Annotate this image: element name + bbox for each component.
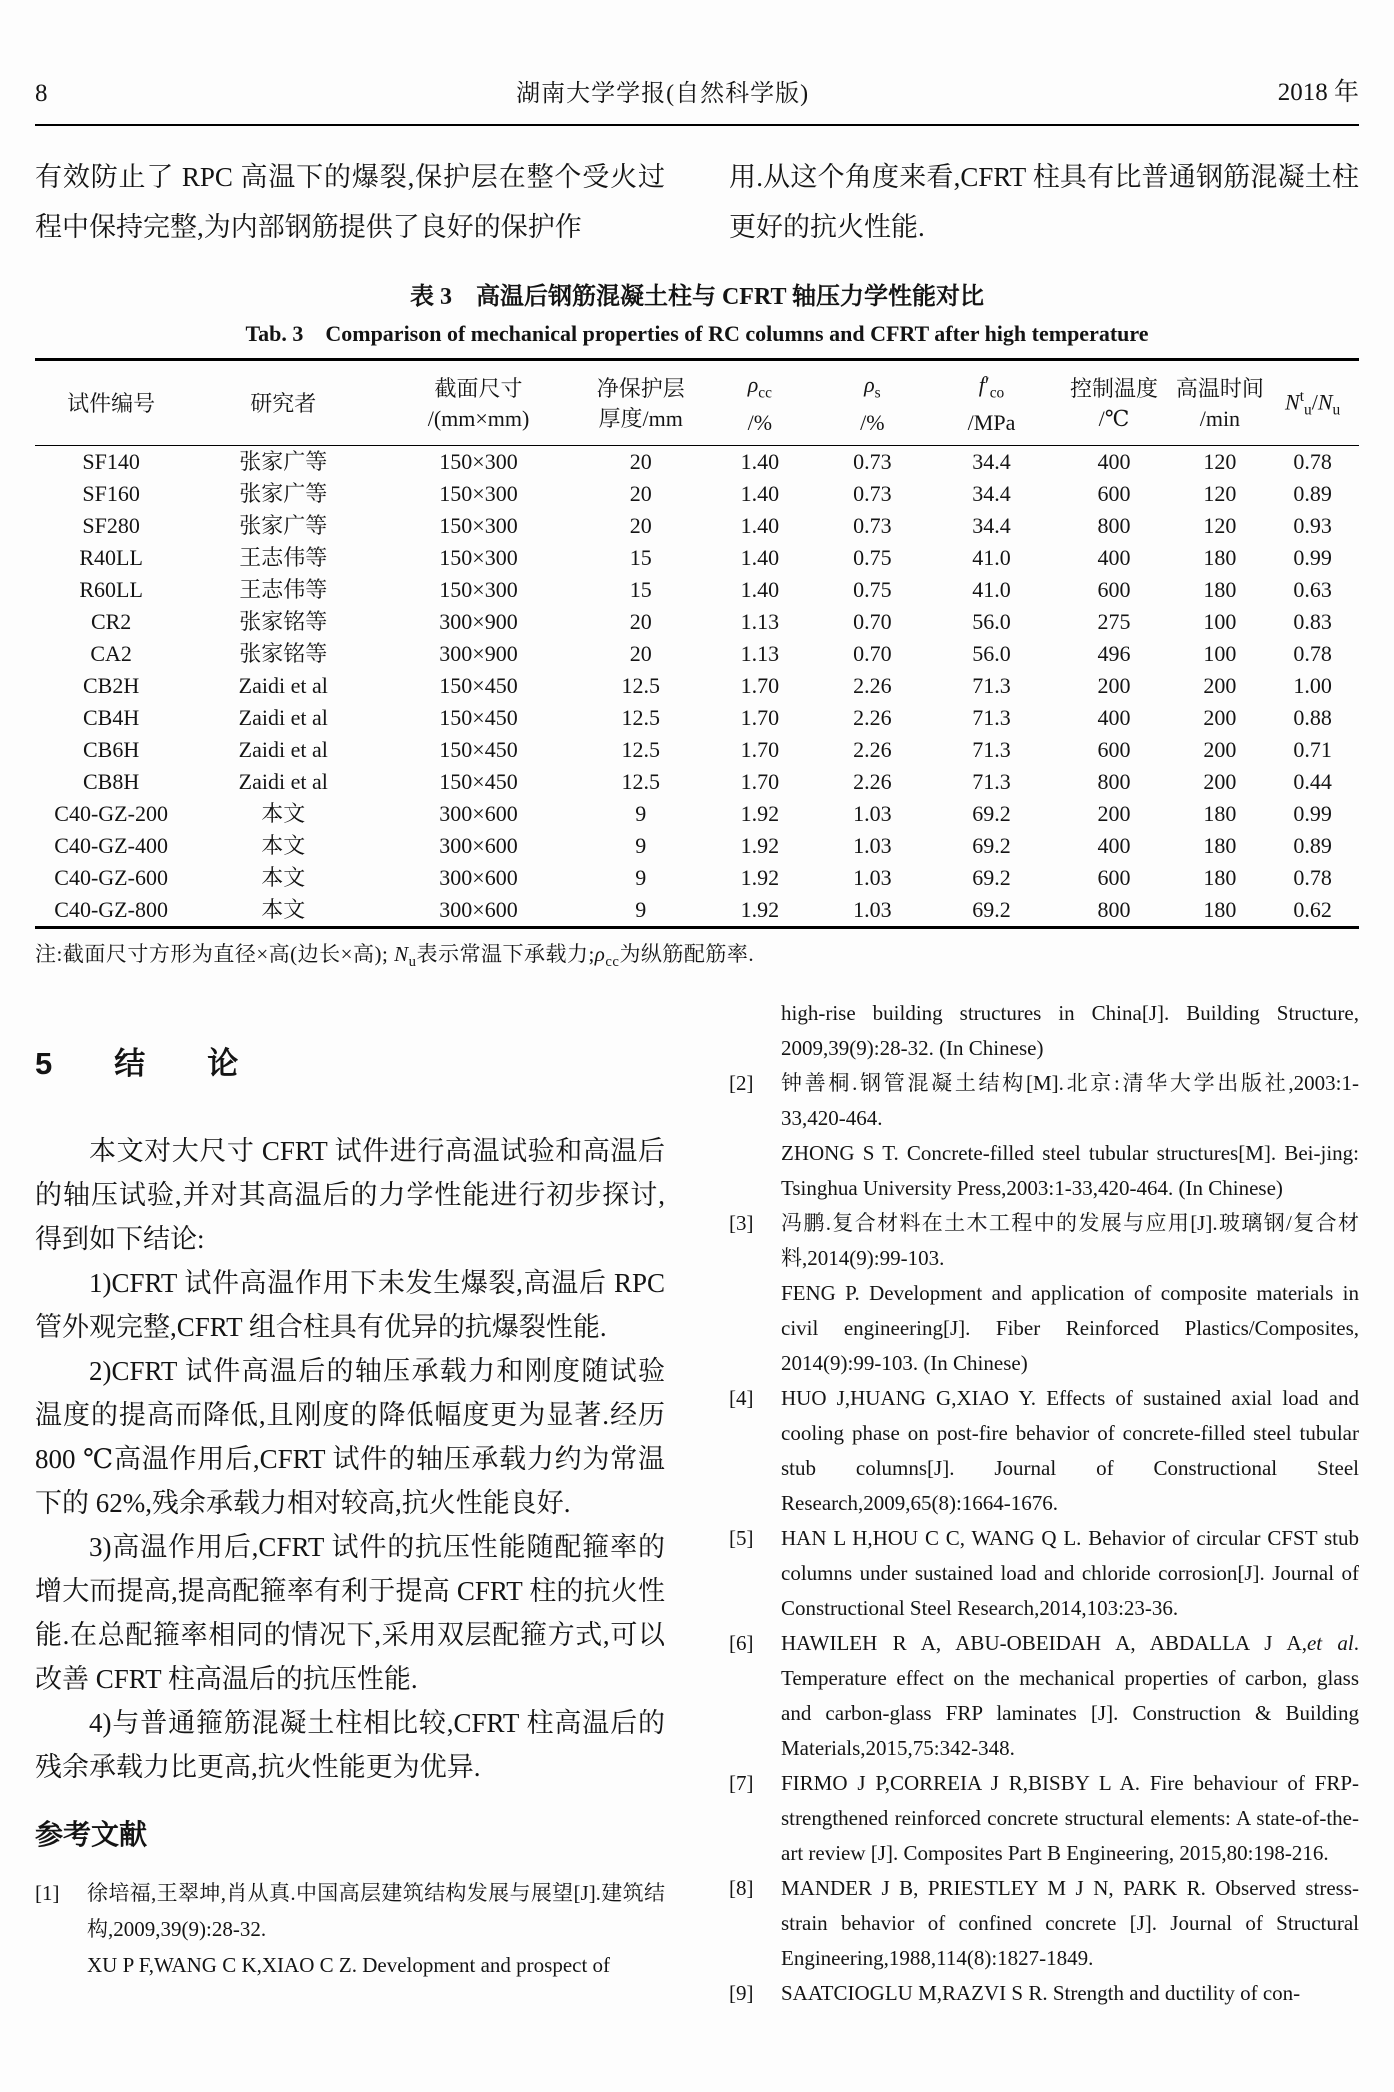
reference-item [729,1976,1359,2011]
cell-researcher: 本文 [261,801,306,827]
cell-cover-thickness: 9 [635,801,647,827]
cell-rho-cc: 1.70 [740,705,780,731]
cell-cover-thickness: 20 [629,513,652,539]
column-header-line2: /% [747,410,773,436]
cell-rho-cc: 1.40 [740,577,780,603]
cell-specimen: C40-GZ-400 [54,833,168,859]
references-left-list [35,1875,665,1983]
left-column [35,996,665,2011]
cell-specimen: R60LL [79,577,143,603]
column-header [379,360,578,446]
cell-researcher: 张家广等 [239,449,328,475]
cell-rho-s: 2.26 [853,769,892,795]
cell-specimen: CB2H [83,673,140,699]
column-header [1054,360,1173,446]
reference-item [729,1381,1359,1521]
cell-rho-cc: 1.70 [740,737,780,763]
cell-rho-s: 0.73 [853,513,892,539]
reference-text: SAATCIOGLU M,RAZVI S R. Strength and ductility of con- [781,1980,1301,2005]
cell-rho-cc: 1.92 [740,865,780,891]
reference-marker: [2] [729,1070,754,1095]
cell-rho-cc: 1.70 [740,769,780,795]
reference-item [729,1871,1359,1976]
cell-rho-cc: 1.40 [740,545,780,571]
column-header-line2: /min [1199,406,1241,432]
column-header-line2: 厚度/mm [598,406,683,432]
cell-control-temp: 200 [1097,801,1131,827]
cell-researcher: 王志伟等 [239,545,328,571]
cell-heat-time: 120 [1203,481,1237,507]
cell-rho-s: 0.75 [853,577,892,603]
table-row [35,830,1359,862]
cell-rho-s: 0.70 [853,641,892,667]
cell-control-temp: 400 [1097,833,1131,859]
conclusion-paragraphs [35,1129,665,1789]
cell-cover-thickness: 9 [635,897,647,923]
column-header [816,360,929,446]
cell-load-ratio: 0.78 [1293,641,1332,667]
conclusion-paragraph: 3)高温作用后,CFRT 试件的抗压性能随配箍率的增大而提高,提高配箍率有利于提高 CFRT 柱的抗火性能.在总配箍率相同的情况下,采用双层配箍方式,可以改善 CFRT 柱高温后的抗压性能. [35,1531,665,1694]
cell-control-temp: 400 [1097,449,1131,475]
references-heading: 参考文献 [35,1818,148,1850]
column-header-line1: $\rho_{cc}$ [747,372,772,402]
cell-fco: 56.0 [972,641,1011,667]
cell-researcher: 王志伟等 [239,577,328,603]
cell-load-ratio: 0.63 [1293,577,1332,603]
cell-rho-cc: 1.13 [740,609,780,635]
column-header [187,360,379,446]
cell-researcher: Zaidi et al [238,673,328,699]
cell-control-temp: 800 [1097,897,1131,923]
intro-left-column: 有效防止了 RPC 高温下的爆裂,保护层在整个受火过程中保持完整,为内部钢筋提供了良好的保护作 [35,162,665,242]
cell-load-ratio: 0.99 [1293,801,1332,827]
cell-load-ratio: 0.83 [1293,609,1332,635]
cell-section-size: 150×300 [439,481,518,507]
cell-load-ratio: 0.89 [1293,833,1332,859]
cell-section-size: 150×300 [439,577,518,603]
reference-marker: [9] [729,1980,754,2005]
cell-fco: 69.2 [972,833,1011,859]
reference-marker: [1] [35,1880,60,1905]
cell-cover-thickness: 12.5 [621,673,660,699]
cell-cover-thickness: 20 [629,481,652,507]
cell-section-size: 300×600 [439,897,518,923]
cell-fco: 71.3 [972,705,1011,731]
cell-fco: 69.2 [972,801,1011,827]
table-title-en: Tab. 3 Comparison of mechanical properties of RC columns and CFRT after high temperature [245,321,1149,346]
cell-fco: 71.3 [972,737,1011,763]
reference-item [729,1136,1359,1206]
cell-rho-s: 1.03 [853,865,892,891]
reference-item [35,1947,665,1983]
cell-specimen: SF280 [82,513,140,539]
comparison-table [35,358,1359,929]
table-row [35,798,1359,830]
table-row [35,894,1359,928]
reference-marker: [5] [729,1525,754,1550]
cell-heat-time: 100 [1203,609,1237,635]
cell-control-temp: 600 [1097,865,1131,891]
cell-cover-thickness: 20 [629,449,652,475]
column-header-line1: $\rho_s$ [864,372,881,402]
cell-control-temp: 600 [1097,737,1131,763]
cell-control-temp: 275 [1097,609,1131,635]
reference-item [729,1206,1359,1276]
table-row [35,542,1359,574]
cell-section-size: 150×300 [439,545,518,571]
reference-marker: [8] [729,1875,754,1900]
reference-text: HAWILEH R A, ABU-OBEIDAH A, ABDALLA J A,et al. Temperature effect on the mechanical properties of carbon, glass and carbon-glass FRP laminates [J]. Construction & Building Materials,2015,75:342-348. [781,1630,1359,1760]
cell-researcher: 本文 [261,897,306,923]
cell-fco: 69.2 [972,865,1011,891]
cell-rho-s: 1.03 [853,833,892,859]
cell-control-temp: 400 [1097,545,1131,571]
column-header-line1: 截面尺寸 [434,376,523,402]
column-header-line2: /MPa [967,410,1016,436]
cell-load-ratio: 0.44 [1293,769,1332,795]
cell-section-size: 150×300 [439,449,518,475]
cell-section-size: 150×450 [439,737,518,763]
cell-heat-time: 180 [1203,545,1237,571]
cell-specimen: R40LL [79,545,143,571]
cell-heat-time: 200 [1203,705,1237,731]
cell-cover-thickness: 20 [629,609,652,635]
cell-control-temp: 600 [1097,481,1131,507]
column-header-line1: 控制温度 [1069,376,1158,402]
cell-section-size: 150×450 [439,705,518,731]
year-label: 2018 年 [1277,79,1359,106]
cell-heat-time: 180 [1203,833,1237,859]
table-header-row [35,360,1359,446]
cell-researcher: 张家铭等 [239,609,328,635]
column-header-line1: 研究者 [250,391,317,417]
reference-text: 冯鹏.复合材料在土木工程中的发展与应用[J].玻璃钢/复合材料,2014(9):99-103. [781,1210,1359,1270]
cell-load-ratio: 0.99 [1293,545,1332,571]
cell-specimen: C40-GZ-200 [54,801,168,827]
cell-heat-time: 180 [1203,577,1237,603]
cell-fco: 34.4 [972,481,1011,507]
cell-load-ratio: 1.00 [1293,673,1332,699]
cell-heat-time: 180 [1203,865,1237,891]
cell-section-size: 300×900 [439,609,518,635]
cell-heat-time: 180 [1203,897,1237,923]
cell-section-size: 300×600 [439,865,518,891]
reference-item [35,1875,665,1947]
cell-control-temp: 600 [1097,577,1131,603]
cell-control-temp: 496 [1097,641,1131,667]
cell-fco: 34.4 [972,513,1011,539]
reference-item [729,1066,1359,1136]
cell-control-temp: 400 [1097,705,1131,731]
cell-heat-time: 100 [1203,641,1237,667]
cell-specimen: CA2 [90,641,132,667]
cell-rho-s: 1.03 [853,801,892,827]
cell-researcher: 本文 [261,833,306,859]
table-row [35,670,1359,702]
cell-section-size: 150×450 [439,673,518,699]
cell-researcher: Zaidi et al [238,705,328,731]
cell-rho-s: 0.73 [853,449,892,475]
cell-rho-s: 0.75 [853,545,892,571]
cell-researcher: Zaidi et al [238,737,328,763]
reference-text: FIRMO J P,CORREIA J R,BISBY L A. Fire behaviour of FRP-strengthened reinforced concrete structural elements: A state-of-the-art review [J]. Composites Part B Engineering, 2015,80:198-216. [781,1770,1359,1865]
header-rule [35,124,1359,126]
column-header-line1: 净保护层 [596,376,685,402]
conclusion-paragraph: 1)CFRT 试件高温作用下未发生爆裂,高温后 RPC 管外观完整,CFRT 组合柱具有优异的抗爆裂性能. [35,1267,665,1342]
cell-rho-cc: 1.92 [740,897,780,923]
page-number: 8 [35,80,48,107]
column-header [35,360,187,446]
reference-text: HUO J,HUANG G,XIAO Y. Effects of sustained axial load and cooling phase on post-fire behavior of concrete-filled steel tubular stub columns[J]. Journal of Constructional Steel Research,2009,65(8):1664-1676. [781,1385,1359,1515]
cell-fco: 34.4 [972,449,1011,475]
cell-rho-cc: 1.92 [740,833,780,859]
column-header [929,360,1055,446]
cell-section-size: 300×600 [439,801,518,827]
cell-rho-s: 2.26 [853,673,892,699]
cell-heat-time: 120 [1203,449,1237,475]
column-header-line2: /% [860,410,885,436]
reference-text: HAN L H,HOU C C, WANG Q L. Behavior of circular CFST stub columns under sustained load and chloride corrosion[J]. Journal of Constructional Steel Research,2014,103:23-36. [781,1525,1359,1620]
cell-heat-time: 200 [1203,737,1237,763]
cell-specimen: SF160 [82,481,140,507]
reference-text: high-rise building structures in China[J]. Building Structure, 2009,39(9):28-32. (In Chinese) [781,1000,1359,1060]
cell-heat-time: 180 [1203,801,1237,827]
cell-load-ratio: 0.71 [1293,737,1332,763]
cell-section-size: 150×450 [439,769,518,795]
cell-cover-thickness: 12.5 [621,705,660,731]
reference-item [729,1626,1359,1766]
table-row [35,702,1359,734]
table-row [35,574,1359,606]
cell-load-ratio: 0.88 [1293,705,1332,731]
cell-specimen: CR2 [90,609,132,635]
reference-text: FENG P. Development and application of composite materials in civil engineering[J]. Fiber Reinforced Plastics/Composites, 2014(9):99-103. (In Chinese) [781,1280,1359,1375]
conclusion-heading: 5 结 论 [35,1045,239,1081]
cell-rho-s: 2.26 [853,737,892,763]
cell-researcher: 张家广等 [239,481,328,507]
cell-rho-cc: 1.40 [740,513,780,539]
reference-item [729,1766,1359,1871]
reference-marker: [4] [729,1385,754,1410]
cell-load-ratio: 0.89 [1293,481,1332,507]
cell-fco: 41.0 [972,577,1011,603]
cell-cover-thickness: 15 [629,577,652,603]
table-row [35,862,1359,894]
cell-control-temp: 200 [1097,673,1131,699]
table-row [35,478,1359,510]
cell-load-ratio: 0.62 [1293,897,1332,923]
main-body [35,996,1359,2011]
cell-cover-thickness: 20 [629,641,652,667]
column-header-line2: /℃ [1098,406,1130,432]
table-note: 注:截面尺寸方形为直径×高(边长×高); $N_u$表示常温下承载力$;\rho_{cc}$为纵筋配筋率. [35,942,755,971]
cell-specimen: CB8H [83,769,140,795]
cell-fco: 41.0 [972,545,1011,571]
table-row [35,734,1359,766]
cell-heat-time: 200 [1203,769,1237,795]
running-head [35,0,1359,108]
cell-cover-thickness: 15 [629,545,652,571]
cell-researcher: 张家铭等 [239,641,328,667]
column-header-line1: $f'_{co}$ [978,372,1005,402]
table-row [35,446,1359,479]
cell-heat-time: 120 [1203,513,1237,539]
cell-fco: 56.0 [972,609,1011,635]
column-header [1266,360,1359,446]
intro-section [35,152,1359,252]
cell-cover-thickness: 9 [635,833,647,859]
cell-researcher: 张家广等 [239,513,328,539]
cell-fco: 71.3 [972,769,1011,795]
right-column [729,996,1359,2011]
cell-fco: 71.3 [972,673,1011,699]
cell-load-ratio: 0.78 [1293,449,1332,475]
cell-control-temp: 800 [1097,513,1131,539]
cell-load-ratio: 0.78 [1293,865,1332,891]
cell-load-ratio: 0.93 [1293,513,1332,539]
column-header-line2: /(mm×mm) [427,406,530,432]
cell-researcher: Zaidi et al [238,769,328,795]
cell-cover-thickness: 9 [635,865,647,891]
reference-item [729,1276,1359,1381]
table-row [35,638,1359,670]
cell-rho-s: 1.03 [853,897,892,923]
cell-rho-s: 0.73 [853,481,892,507]
column-header [704,360,817,446]
cell-rho-s: 0.70 [853,609,892,635]
cell-specimen: SF140 [82,449,140,475]
cell-control-temp: 800 [1097,769,1131,795]
journal-title: 湖南大学学报(自然科学版) [516,81,810,107]
reference-text: 徐培福,王翠坤,肖从真.中国高层建筑结构发展与展望[J].建筑结构,2009,39(9):28-32. [87,1880,665,1941]
intro-right-column: 用.从这个角度来看,CFRT 柱具有比普通钢筋混凝土柱更好的抗火性能. [729,162,1359,242]
cell-heat-time: 200 [1203,673,1237,699]
column-header-line1: $N^t_u/N_u$ [1285,388,1341,420]
cell-cover-thickness: 12.5 [621,769,660,795]
cell-specimen: C40-GZ-800 [54,897,168,923]
cell-rho-cc: 1.13 [740,641,780,667]
cell-section-size: 300×600 [439,833,518,859]
table-row [35,766,1359,798]
cell-rho-s: 2.26 [853,705,892,731]
cell-specimen: C40-GZ-600 [54,865,168,891]
cell-section-size: 150×300 [439,513,518,539]
reference-marker: [7] [729,1770,754,1795]
column-header-line1: 试件编号 [67,391,156,417]
cell-specimen: CB6H [83,737,140,763]
cell-specimen: CB4H [83,705,140,731]
conclusion-paragraph: 2)CFRT 试件高温后的轴压承载力和刚度随试验温度的提高而降低,且刚度的降低幅度更为显著.经历 800 ℃高温作用后,CFRT 试件的轴压承载力约为常温下的 62%,残余承载力相对较高,抗火性能良好. [35,1355,665,1518]
table-row [35,510,1359,542]
conclusion-paragraph: 4)与普通箍筋混凝土柱相比较,CFRT 柱高温后的残余承载力比更高,抗火性能更为优异. [35,1707,665,1782]
reference-text: XU P F,WANG C K,XIAO C Z. Development and prospect of [87,1952,611,1977]
cell-researcher: 本文 [261,865,306,891]
table-row [35,606,1359,638]
reference-text: MANDER J B, PRIESTLEY M J N, PARK R. Observed stress-strain behavior of confined concrete [J]. Journal of Structural Engineering,1988,114(8):1827-1849. [781,1875,1359,1970]
column-header [1174,360,1267,446]
column-header [578,360,704,446]
cell-rho-cc: 1.92 [740,801,780,827]
table-title-zh: 表 3 高温后钢筋混凝土柱与 CFRT 轴压力学性能对比 [409,284,985,310]
cell-fco: 69.2 [972,897,1011,923]
cell-rho-cc: 1.40 [740,449,780,475]
reference-text: 钟善桐.钢管混凝土结构[M].北京:清华大学出版社,2003:1-33,420-464. [781,1070,1359,1130]
reference-item [729,996,1359,1066]
reference-item [729,1521,1359,1626]
cell-rho-cc: 1.70 [740,673,780,699]
conclusion-paragraph: 本文对大尺寸 CFRT 试件进行高温试验和高温后的轴压试验,并对其高温后的力学性能进行初步探讨,得到如下结论: [35,1135,665,1254]
reference-marker: [3] [729,1210,754,1235]
cell-rho-cc: 1.40 [740,481,780,507]
reference-marker: [6] [729,1630,754,1655]
cell-cover-thickness: 12.5 [621,737,660,763]
cell-section-size: 300×900 [439,641,518,667]
reference-text: ZHONG S T. Concrete-filled steel tubular structures[M]. Bei-jing: Tsinghua University Press,2003:1-33,420-464. (In Chinese) [781,1140,1359,1200]
column-header-line1: 高温时间 [1175,376,1264,402]
